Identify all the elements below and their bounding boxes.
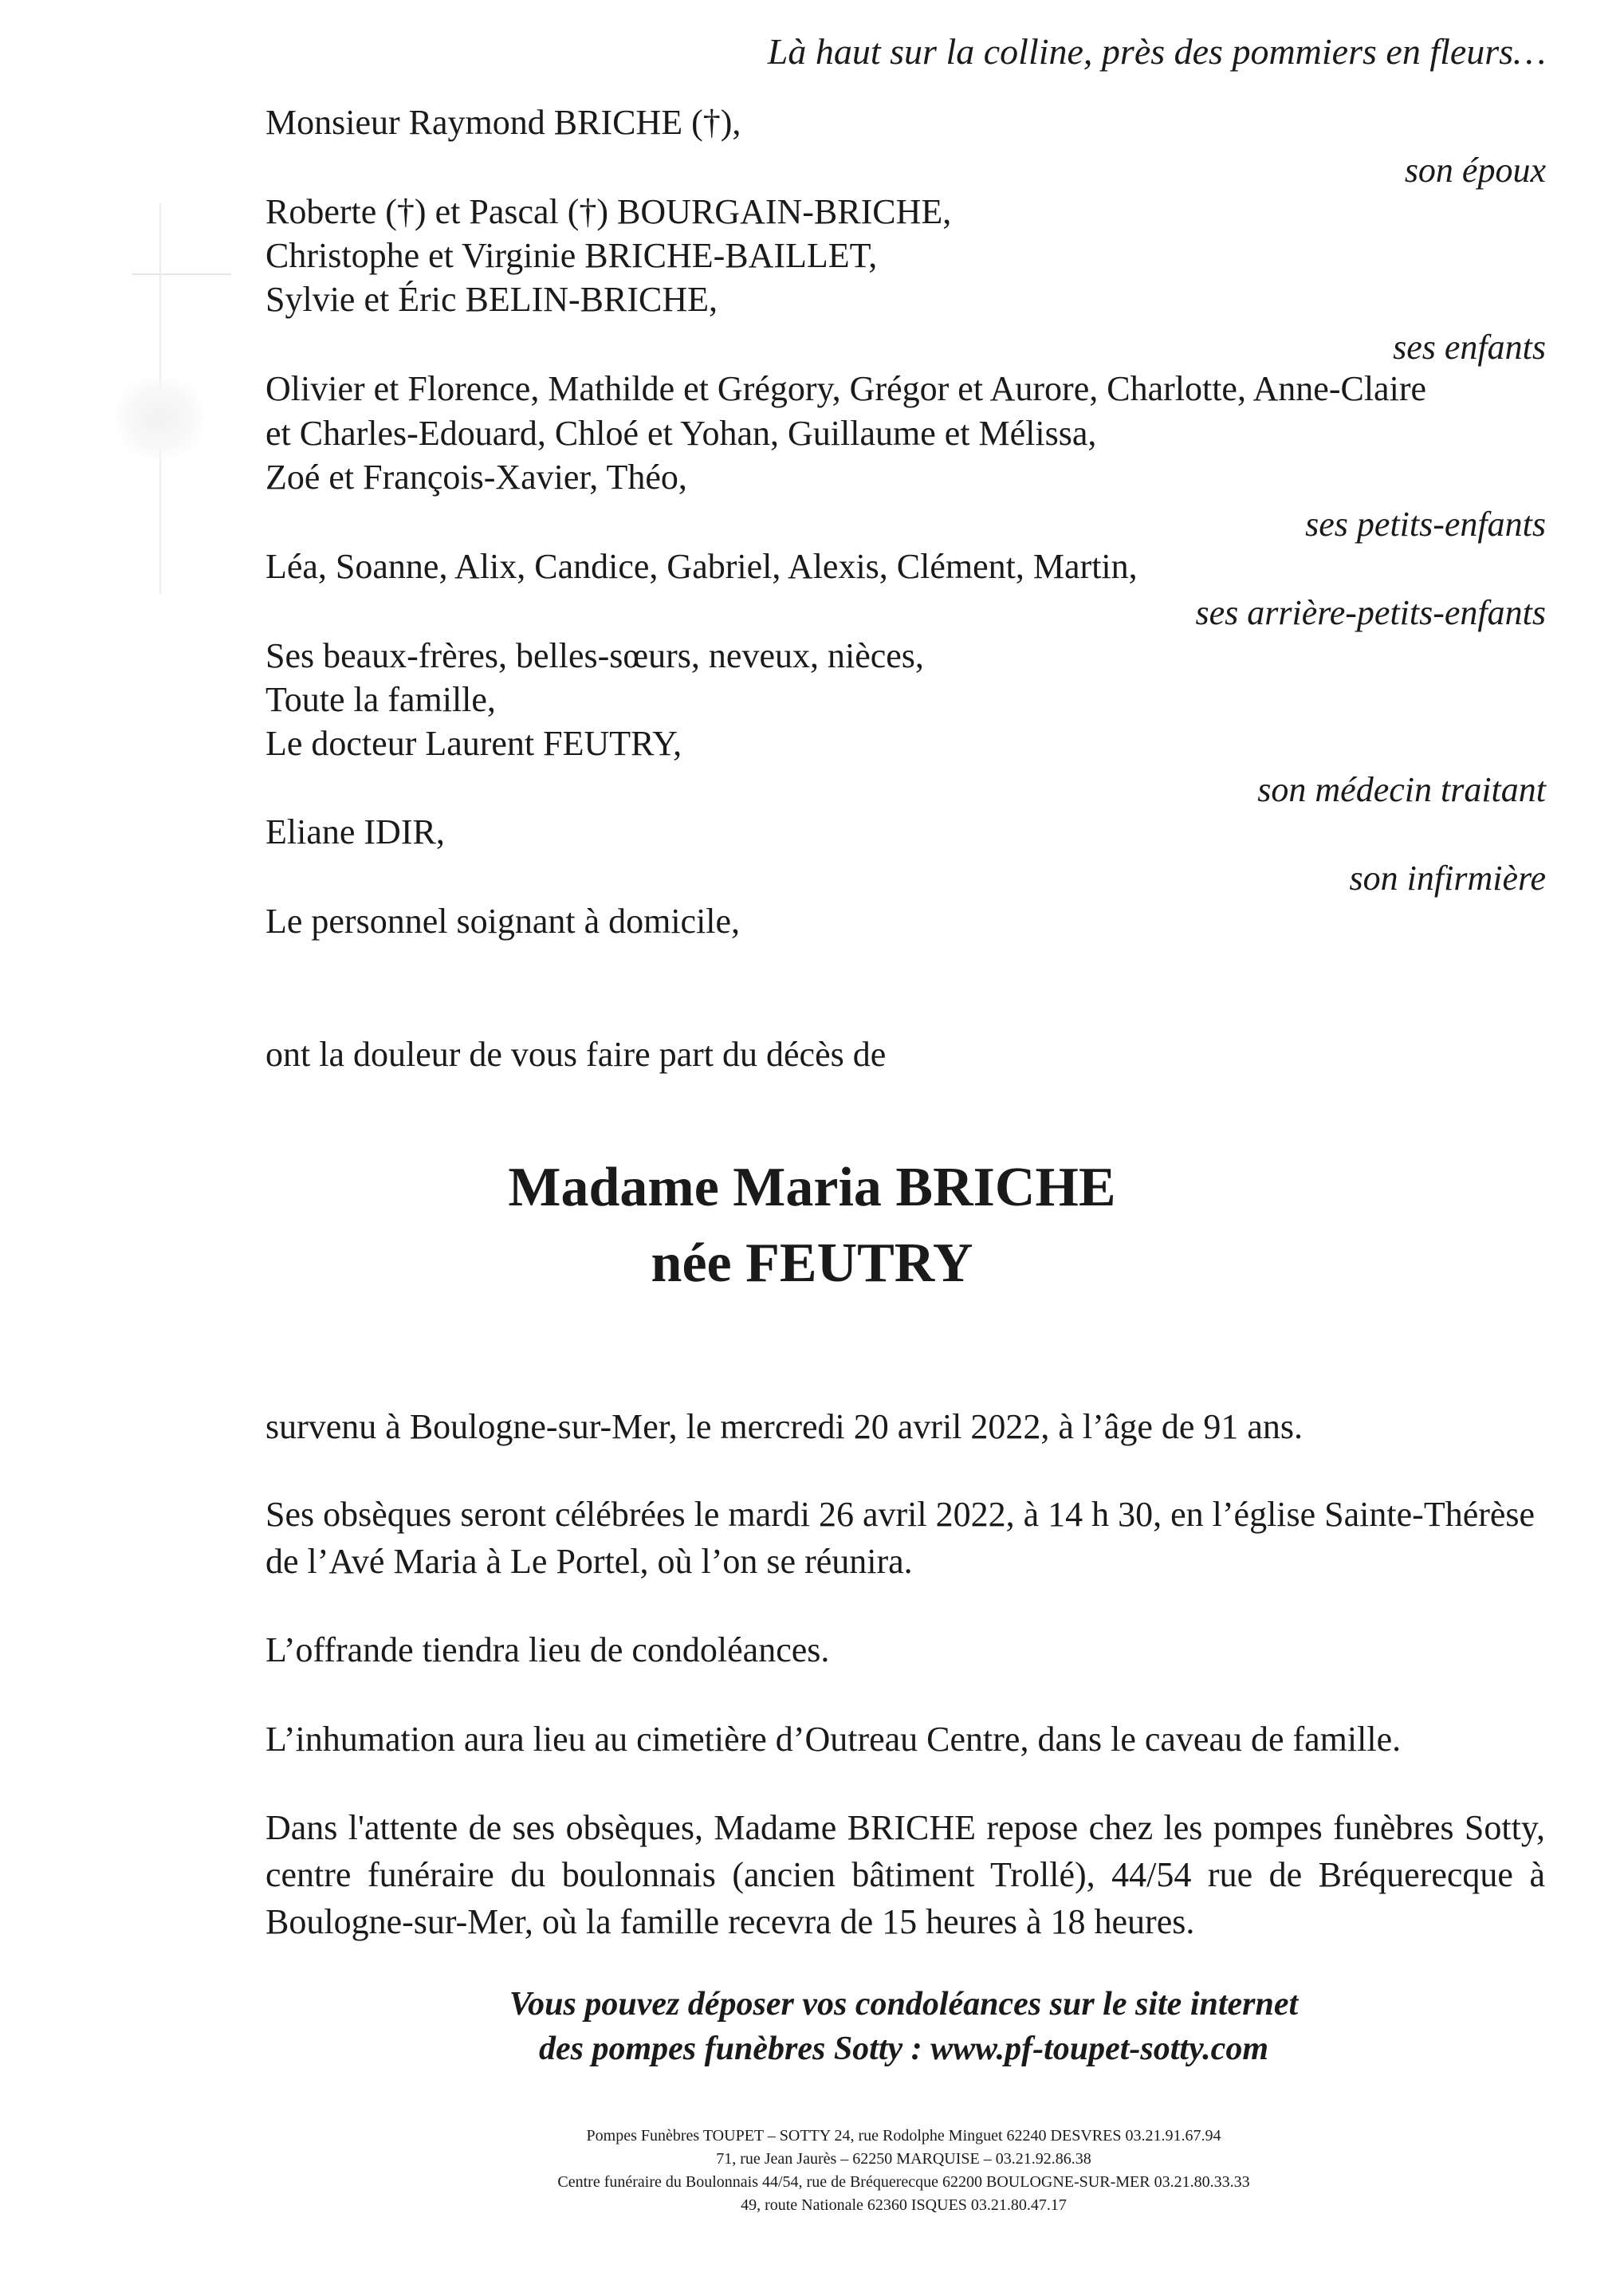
grandchildren-line: Olivier et Florence, Mathilde et Grégory, Grégor et Aurore, Charlotte, Anne-Claire [265,369,1426,408]
website-line: Vous pouvez déposer vos condoléances sur le site internet [509,1986,1299,2023]
nurse-role: son infirmière [1349,859,1546,898]
children-line: Roberte (†) et Pascal (†) BOURGAIN-BRICHE, [265,192,952,231]
flower-icon [112,375,207,462]
cross-horizontal-bar [132,273,231,275]
spouse-line: Monsieur Raymond BRICHE (†), [265,103,741,142]
epigraph: Là haut sur la colline, près des pommiers en fleurs… [767,31,1546,72]
others-line: Ses beaux-frères, belles-sœurs, neveux, nièces, [265,636,924,675]
children-line: Christophe et Virginie BRICHE-BAILLET, [265,236,878,275]
death-paragraph: survenu à Boulogne-sur-Mer, le mercredi 20 avril 2022, à l’âge de 91 ans. [265,1407,1304,1446]
footer-line: 71, rue Jean Jaurès – 62250 MARQUISE – 03.21.92.86.38 [716,2150,1091,2168]
staff-line: Le personnel soignant à domicile, [265,902,741,941]
burial-paragraph: L’inhumation aura lieu au cimetière d’Outreau Centre, dans le caveau de famille. [265,1720,1402,1759]
rest-paragraph: Dans l'attente de ses obsèques, Madame BRICHE repose chez les pompes funèbres Sotty, centre funéraire du boulonnais (ancien bâtiment Trollé), 44/54 rue de Bréquerecque à Boulogne-sur-Mer, où la famille recevra de 15 heures à 18 heures. [265,1808,1545,1941]
website-line: des pompes funèbres Sotty : www.pf-toupet-sotty.com [539,2031,1268,2067]
footer-line: 49, route Nationale 62360 ISQUES 03.21.80.47.17 [741,2196,1067,2214]
footer-line: Centre funéraire du Boulonnais 44/54, rue de Bréquerecque 62200 BOULOGNE-SUR-MER 03.21.80.33.33 [557,2173,1250,2191]
children-line: Sylvie et Éric BELIN-BRICHE, [265,280,718,319]
great-grandchildren-line: Léa, Soanne, Alix, Candice, Gabriel, Alexis, Clément, Martin, [265,547,1138,586]
doctor-role: son médecin traitant [1257,770,1546,809]
funeral-paragraph: Ses obsèques seront célébrées le mardi 26 avril 2022, à 14 h 30, en l’église Sainte-Thérèse de l’Avé Maria à Le Portel, où l’on se réunira. [265,1495,1536,1581]
great-grandchildren-role: ses arrière-petits-enfants [1195,593,1546,632]
others-line: Toute la famille, [265,680,496,719]
others-line: Le docteur Laurent FEUTRY, [265,724,682,763]
deceased-maiden-name: née FEUTRY [651,1233,973,1294]
grandchildren-line: et Charles-Edouard, Chloé et Yohan, Guillaume et Mélissa, [265,414,1097,453]
spouse-role: son époux [1404,151,1546,190]
children-role: ses enfants [1393,328,1546,367]
grandchildren-line: Zoé et François-Xavier, Théo, [265,458,687,497]
offering-paragraph: L’offrande tiendra lieu de condoléances. [265,1630,830,1669]
announcement: ont la douleur de vous faire part du décès de [265,1035,887,1074]
footer-line: Pompes Funèbres TOUPET – SOTTY 24, rue Rodolphe Minguet 62240 DESVRES 03.21.91.67.94 [586,2127,1221,2145]
grandchildren-role: ses petits-enfants [1305,505,1546,544]
deceased-name: Madame Maria BRICHE [508,1157,1116,1218]
nurse-line: Eliane IDIR, [265,812,445,851]
